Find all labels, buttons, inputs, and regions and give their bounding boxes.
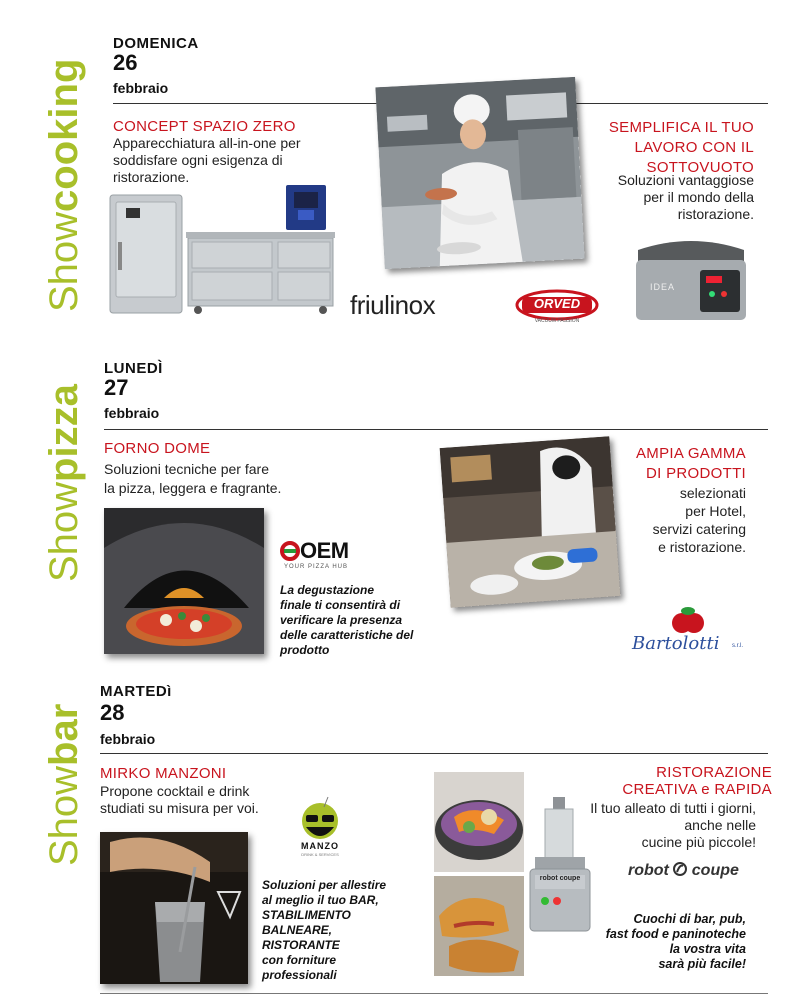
day-name: MARTEDì (100, 683, 172, 700)
right-title: AMPIA GAMMA DI PRODOTTI (636, 445, 746, 482)
friulinox-logo: friulinox (350, 290, 436, 320)
pastry-photo (434, 876, 524, 976)
oem-logo: OEM YOUR PIZZA HUB (284, 538, 349, 570)
right-italic-note: Cuochi di bar, pub, fast food e paninoteche la vostra vita sarà più facile! (605, 912, 746, 971)
bartolotti-logo: Bartolotti s.r.l. (630, 605, 750, 660)
bowl-photo (434, 772, 524, 872)
divider (100, 753, 768, 754)
month: febbraio (100, 731, 156, 747)
divider (104, 429, 768, 430)
bottom-divider (100, 993, 768, 994)
month: febbraio (113, 80, 169, 96)
left-text: Propone cocktail e drink studiati su misura per voi. (100, 783, 259, 816)
robot-coupe-logo: robot coupe (628, 862, 739, 879)
pizza-oven-photo (104, 508, 264, 654)
left-title: MIRKO MANZONI (100, 765, 227, 782)
friulinox-equipment-image (108, 180, 338, 320)
left-text: Apparecchiatura all-in-one per soddisfare ogni esigenza di ristorazione. (113, 135, 301, 185)
day-number: 26 (113, 50, 138, 75)
right-text: selezionati per Hotel, servizi catering e ristorazione. (652, 485, 746, 555)
day-name: DOMENICA (113, 35, 199, 52)
robot-coupe-machine-image: robot coupe (525, 795, 595, 935)
right-title: RISTORAZIONE CREATIVA e RAPIDA (622, 764, 772, 798)
vacuum-machine-image: IDEA (628, 232, 754, 324)
left-italic-note: Soluzioni per allestire al meglio il tuo BAR, STABILIMENTO BALNEARE, RISTORANTE con forniture professionali (262, 878, 387, 982)
left-text: Soluzioni tecniche per fare la pizza, leggera e fragrante. (104, 461, 282, 496)
chef-photo (375, 77, 584, 269)
robot-coupe-emblem-icon (673, 862, 687, 876)
left-title: CONCEPT SPAZIO ZERO (113, 118, 296, 135)
right-title: SEMPLIFICA IL TUO LAVORO CON IL SOTTOVUOTO (608, 119, 754, 176)
day-number: 28 (100, 700, 125, 725)
day-number: 27 (104, 375, 129, 400)
left-title: FORNO DOME (104, 440, 211, 457)
day-name: LUNEDÌ (104, 360, 163, 377)
manzo-logo: MANZO DRINK & SERVICES (290, 795, 350, 865)
section-label-showbar: Showbar (42, 703, 86, 866)
right-text: Soluzioni vantaggiose per il mondo della ristorazione. (617, 172, 754, 222)
month: febbraio (104, 405, 160, 421)
section-label-showcooking: Showcooking (42, 58, 86, 312)
cocktail-photo (100, 832, 248, 984)
right-text: Il tuo alleato di tutti i giorni, anche nelle cucine più piccole! (590, 800, 756, 850)
orved-logo: ORVED VACUUM PASSION (514, 288, 600, 326)
left-italic-note: La degustazione finale ti consentirà di verificare la presenza delle caratteristiche del prodotto (280, 583, 414, 657)
section-label-showpizza: Showpizza (42, 384, 86, 582)
